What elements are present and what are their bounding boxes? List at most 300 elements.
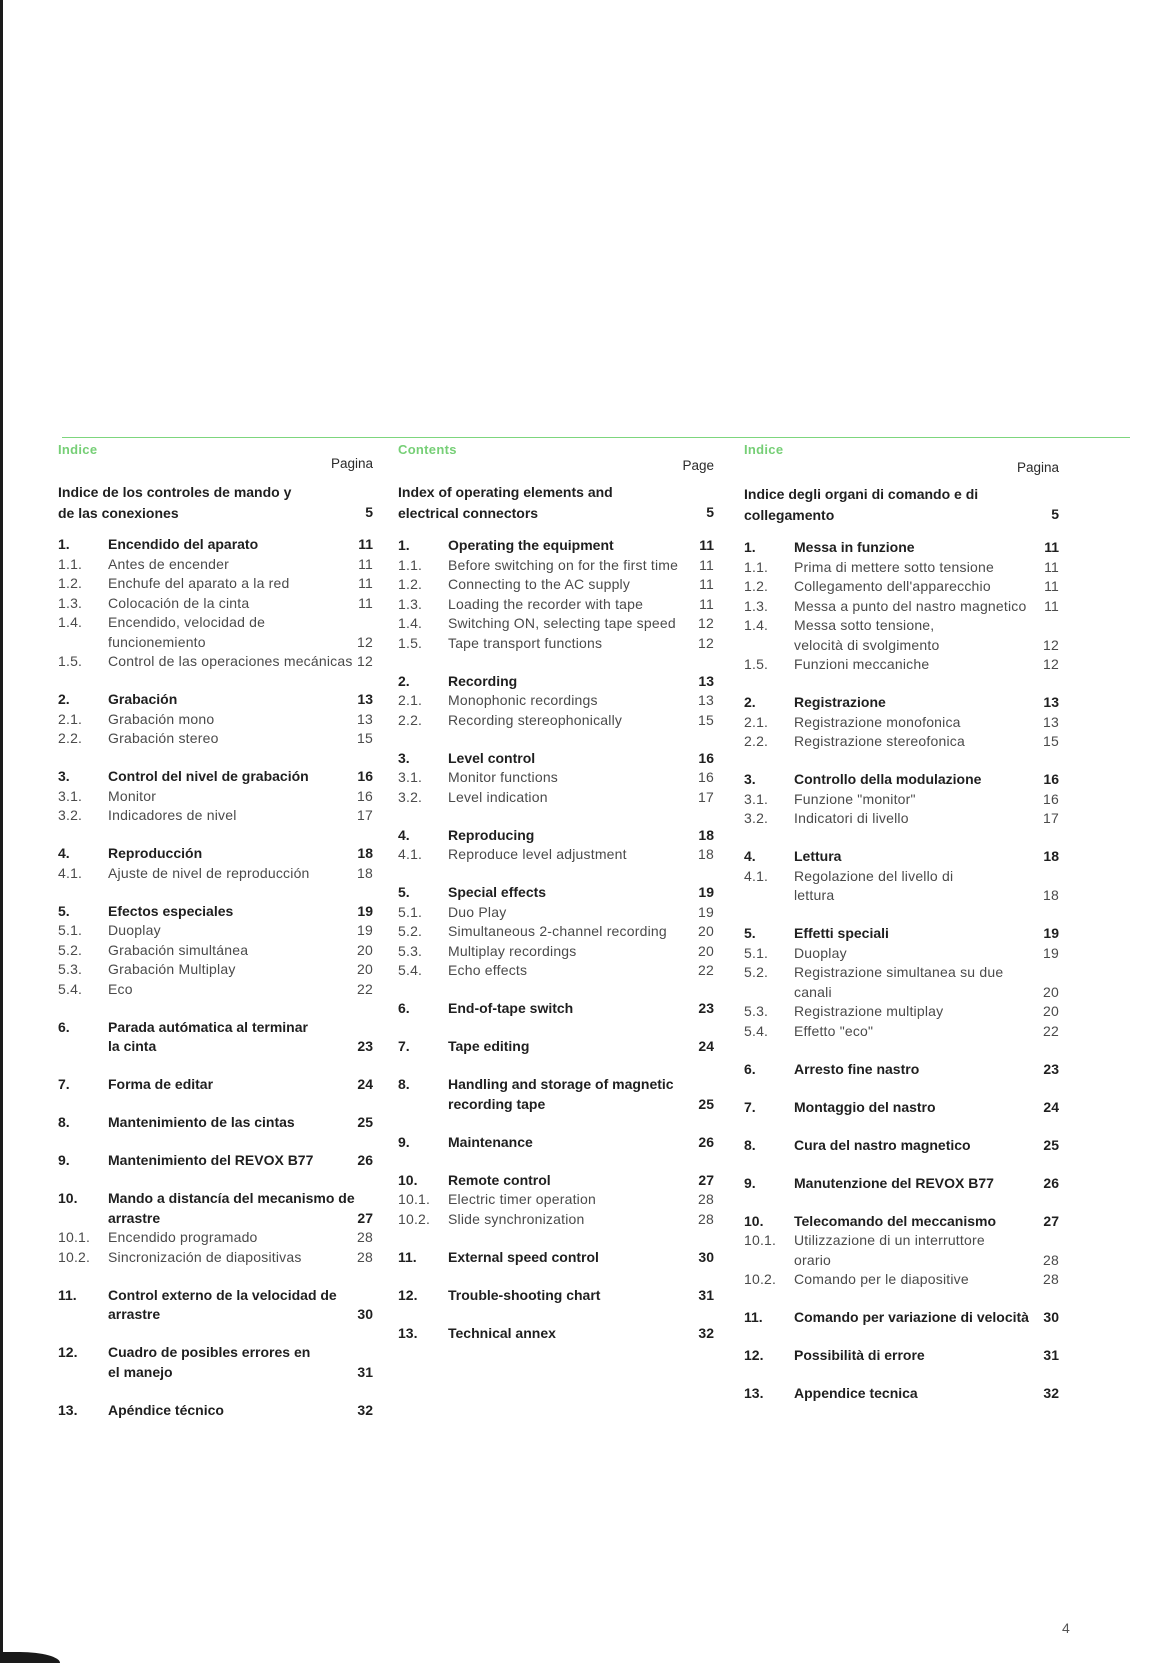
section-number: 1.4. <box>398 615 423 631</box>
section-number: 9. <box>398 1133 410 1150</box>
section-title: Special effects <box>448 884 547 900</box>
section-title: Eco <box>108 980 133 997</box>
section-number: 12. <box>58 1344 78 1360</box>
section-page: 20 <box>1043 1003 1059 1019</box>
section-title: Encendido programado <box>108 1229 258 1245</box>
section-page: 23 <box>698 1000 714 1016</box>
section-title: Control externo de la velocidad de <box>108 1286 337 1303</box>
section-page: 20 <box>698 942 714 959</box>
column-spanish <box>58 442 373 1418</box>
section-page: 13 <box>357 710 373 727</box>
section-heading <box>398 1323 714 1343</box>
section-title: Regolazione del livello di <box>794 867 954 884</box>
section-title: recording tape <box>448 1095 546 1112</box>
subsection-entry <box>744 789 1059 809</box>
entry-continuation <box>744 885 1059 905</box>
section-page: 25 <box>357 1114 373 1130</box>
section-page: 25 <box>698 1095 714 1112</box>
section-number: 2.1. <box>744 713 769 730</box>
section-heading <box>398 825 714 845</box>
entry-continuation <box>744 982 1059 1002</box>
section-title: Level control <box>448 749 536 766</box>
section-title: Effetti speciali <box>794 925 889 941</box>
subsection-entry <box>58 612 373 632</box>
section-page: 28 <box>1043 1271 1059 1287</box>
header-rule <box>62 437 1130 438</box>
section-number: 1. <box>744 539 756 555</box>
section-title: Electric timer operation <box>448 1191 596 1207</box>
section-page: 28 <box>357 1248 373 1265</box>
page-column-label: Pagina <box>330 456 373 471</box>
section-number: 5.4. <box>744 1022 769 1039</box>
section-page: 18 <box>1043 887 1059 903</box>
section-heading <box>58 766 373 786</box>
section-page: 30 <box>1043 1309 1059 1325</box>
subsection-entry <box>744 1269 1059 1289</box>
section-heading <box>398 671 714 691</box>
section-number: 5.1. <box>744 944 769 961</box>
section-page: 18 <box>698 826 714 843</box>
section-title: Control de las operaciones mecánicas <box>108 653 353 669</box>
section-title: Appendice tecnica <box>794 1385 918 1401</box>
section-number: 11. <box>58 1286 77 1303</box>
section-title: Trouble-shooting chart <box>448 1286 601 1303</box>
subsection-entry <box>58 593 373 613</box>
section-title: Grabación Multiplay <box>108 961 236 977</box>
section-page: 12 <box>357 653 373 669</box>
section-page: 28 <box>1043 1251 1059 1268</box>
subsection-entry <box>58 651 373 671</box>
section-number: 2.2. <box>58 730 83 746</box>
section-number: 2. <box>58 691 70 707</box>
section-title: Parada autómatica al terminar <box>108 1018 308 1035</box>
section-page: 15 <box>357 730 373 746</box>
section-title: Grabación <box>108 691 178 707</box>
section-number: 5.4. <box>58 980 83 997</box>
section-number: 5.2. <box>744 964 769 980</box>
section-page: 30 <box>357 1306 373 1322</box>
section-page: 16 <box>1043 790 1059 807</box>
subsection-entry <box>398 787 714 807</box>
section-title: Simultaneous 2-channel recording <box>448 923 667 939</box>
section-page: 18 <box>357 864 373 881</box>
section-page: 31 <box>698 1286 714 1303</box>
section-page: 19 <box>698 903 714 920</box>
section-title: Collegamento dell'apparecchio <box>794 578 991 594</box>
subsection-entry <box>58 709 373 729</box>
subsection-entry <box>58 728 373 748</box>
subsection-entry <box>398 555 714 575</box>
section-title: Arresto fine nastro <box>794 1060 920 1077</box>
section-number: 7. <box>58 1076 70 1092</box>
section-title: el manejo <box>108 1363 173 1380</box>
section-heading <box>58 1074 373 1094</box>
section-page: 27 <box>698 1171 714 1188</box>
section-page: 26 <box>1043 1174 1059 1191</box>
section-number: 3.1. <box>398 769 423 785</box>
section-title: Connecting to the AC supply <box>448 576 631 592</box>
section-number: 3. <box>58 768 70 784</box>
section-title: Mantenimiento de las cintas <box>108 1114 295 1130</box>
section-page: 31 <box>1043 1347 1059 1363</box>
intro-page: 5 <box>365 503 373 520</box>
section-page: 19 <box>357 922 373 938</box>
section-title: Registrazione monofonica <box>794 713 961 730</box>
section-heading <box>744 1135 1059 1155</box>
section-title: Maintenance <box>448 1133 533 1150</box>
section-title: Prima di mettere sotto tensione <box>794 558 994 575</box>
section-heading <box>58 901 373 921</box>
section-page: 15 <box>1043 733 1059 749</box>
section-heading <box>744 1307 1059 1327</box>
intro-line: Indice de los controles de mando y <box>58 484 292 500</box>
section-title: Manutenzione del REVOX B77 <box>794 1174 994 1191</box>
section-number: 3.1. <box>744 790 769 807</box>
section-title: External speed control <box>448 1248 599 1265</box>
section-title: Reproduce level adjustment <box>448 846 627 862</box>
section-title: Monitor functions <box>448 769 559 785</box>
section-title: Reproducing <box>448 826 535 843</box>
section-number: 1.5. <box>398 634 423 651</box>
subsection-entry <box>744 808 1059 828</box>
subsection-entry <box>744 654 1059 674</box>
scan-edge-left <box>0 0 3 1663</box>
section-number: 9. <box>744 1174 756 1191</box>
section-title: canali <box>794 983 832 1000</box>
section-number: 5. <box>744 925 756 941</box>
section-page: 11 <box>358 536 373 552</box>
subsection-entry <box>58 940 373 960</box>
subsection-entry <box>398 633 714 653</box>
section-title: Apéndice técnico <box>108 1401 224 1418</box>
subsection-entry <box>58 554 373 574</box>
section-number: 3. <box>398 749 410 766</box>
section-page: 13 <box>1043 694 1059 710</box>
intro-line: electrical connectors <box>398 504 539 521</box>
subsection-entry <box>398 767 714 787</box>
intro-line: Index of operating elements and <box>398 484 613 500</box>
section-heading <box>744 1173 1059 1193</box>
section-title: Monophonic recordings <box>448 692 598 708</box>
section-page: 27 <box>1043 1212 1059 1229</box>
section-number: 3.2. <box>398 788 423 805</box>
subsection-entry <box>58 805 373 825</box>
section-title: Registrazione stereofonica <box>794 733 965 749</box>
entry-continuation <box>58 1362 373 1382</box>
section-heading <box>398 1170 714 1190</box>
page-column-label: Pagina <box>1016 460 1059 475</box>
section-page: 17 <box>698 788 714 805</box>
section-title: Comando per le diapositive <box>794 1271 969 1287</box>
page-column-label: Page <box>682 458 714 473</box>
section-title: arrastre <box>108 1209 161 1226</box>
section-page: 16 <box>1043 771 1059 787</box>
section-heading <box>744 692 1059 712</box>
subsection-entry <box>744 1001 1059 1021</box>
section-number: 10.2. <box>398 1210 431 1227</box>
section-title: Possibilità di errore <box>794 1347 925 1363</box>
intro-line: Indice degli organi di comando e di <box>744 486 979 502</box>
intro-line: de las conexiones <box>58 504 179 521</box>
intro-entry <box>398 482 714 523</box>
section-heading <box>744 769 1059 789</box>
subsection-entry <box>398 690 714 710</box>
section-number: 3.1. <box>58 787 83 804</box>
section-heading <box>58 1112 373 1132</box>
column-english <box>398 442 714 1341</box>
section-heading <box>398 1074 714 1094</box>
section-page: 13 <box>698 692 714 708</box>
section-page: 11 <box>699 576 714 592</box>
subsection-entry <box>744 731 1059 751</box>
section-title: Level indication <box>448 788 548 805</box>
subsection-entry <box>744 615 1059 635</box>
section-title: arrastre <box>108 1306 161 1322</box>
section-page: 11 <box>358 594 373 611</box>
section-heading <box>398 1285 714 1305</box>
section-page: 25 <box>1043 1136 1059 1153</box>
section-number: 10. <box>58 1190 78 1206</box>
section-number: 1.1. <box>58 555 83 572</box>
section-title: Messa a punto del nastro magnetico <box>794 597 1027 614</box>
section-number: 3.2. <box>58 807 83 823</box>
subsection-entry <box>744 1021 1059 1041</box>
subsection-entry <box>398 710 714 730</box>
section-title: Encendido del aparato <box>108 536 259 552</box>
section-page: 12 <box>698 615 714 631</box>
section-title: Operating the equipment <box>448 537 614 553</box>
section-number: 3. <box>744 771 756 787</box>
entry-continuation <box>398 1094 714 1114</box>
section-page: 19 <box>357 902 373 919</box>
section-title: Tape editing <box>448 1038 530 1054</box>
section-title: Tape transport functions <box>448 634 603 651</box>
section-page: 22 <box>1043 1022 1059 1039</box>
section-title: Effetto "eco" <box>794 1022 874 1039</box>
section-title: velocità di svolgimento <box>794 636 940 653</box>
section-page: 16 <box>698 749 714 766</box>
section-title: Echo effects <box>448 962 528 978</box>
section-page: 18 <box>698 846 714 862</box>
section-title: funcionemiento <box>108 633 206 650</box>
subsection-entry <box>58 786 373 806</box>
section-page: 30 <box>698 1248 714 1265</box>
section-title: Messa sotto tensione, <box>794 617 935 633</box>
section-number: 8. <box>744 1136 756 1153</box>
entry-continuation <box>744 635 1059 655</box>
section-number: 1.5. <box>58 653 83 669</box>
section-heading <box>58 1150 373 1170</box>
section-number: 10.1. <box>58 1229 91 1245</box>
section-heading <box>744 923 1059 943</box>
section-title: lettura <box>794 887 835 903</box>
section-page: 24 <box>698 1038 714 1054</box>
section-title: Utilizzazione di un interruttore <box>794 1232 985 1248</box>
section-page: 19 <box>1043 925 1059 941</box>
subsection-entry <box>744 962 1059 982</box>
section-number: 6. <box>58 1018 70 1035</box>
section-title: Montaggio del nastro <box>794 1098 936 1115</box>
section-title: Cuadro de posibles errores en <box>108 1344 311 1360</box>
subsection-entry <box>398 574 714 594</box>
section-number: 4. <box>58 845 70 861</box>
section-number: 4.1. <box>58 864 83 881</box>
section-page: 23 <box>357 1038 373 1054</box>
section-number: 1.5. <box>744 656 769 672</box>
section-number: 1.3. <box>744 597 769 614</box>
intro-line: collegamento <box>744 506 835 523</box>
section-title: Handling and storage of magnetic <box>448 1076 674 1092</box>
section-number: 4. <box>744 848 756 864</box>
section-title: Recording <box>448 672 518 689</box>
section-number: 8. <box>398 1076 410 1092</box>
section-title: Multiplay recordings <box>448 942 577 959</box>
subsection-entry <box>58 1227 373 1247</box>
section-heading <box>58 689 373 709</box>
section-title: Cura del nastro magnetico <box>794 1136 971 1153</box>
section-number: 2. <box>744 694 756 710</box>
section-page: 28 <box>698 1191 714 1207</box>
section-title: Colocación de la cinta <box>108 594 250 611</box>
subsection-entry <box>58 573 373 593</box>
subsection-entry <box>398 960 714 980</box>
section-title: Funzioni meccaniche <box>794 656 930 672</box>
section-title: Monitor <box>108 787 157 804</box>
section-title: Loading the recorder with tape <box>448 595 644 612</box>
section-title: Registrazione multiplay <box>794 1003 944 1019</box>
section-number: 12. <box>744 1347 764 1363</box>
section-number: 1.3. <box>398 595 423 612</box>
section-page: 15 <box>698 711 714 728</box>
section-title: Duo Play <box>448 903 507 920</box>
section-title: Technical annex <box>448 1324 556 1341</box>
section-title: Remote control <box>448 1171 551 1188</box>
intro-entry <box>58 482 373 523</box>
section-page: 16 <box>357 768 373 784</box>
page-number: 4 <box>1062 1620 1070 1636</box>
section-number: 1.4. <box>744 617 769 633</box>
subsection-entry <box>58 959 373 979</box>
subsection-entry <box>398 844 714 864</box>
column-italian <box>744 442 1059 1401</box>
section-number: 12. <box>398 1286 418 1303</box>
section-number: 2.2. <box>744 733 769 749</box>
section-number: 4. <box>398 826 410 843</box>
subsection-entry <box>398 594 714 614</box>
section-number: 2.1. <box>398 692 423 708</box>
section-heading <box>398 1247 714 1267</box>
section-number: 4.1. <box>744 867 769 884</box>
section-number: 5.4. <box>398 962 423 978</box>
section-page: 12 <box>357 633 373 650</box>
section-title: Duoplay <box>108 922 161 938</box>
subsection-entry <box>398 941 714 961</box>
section-number: 1. <box>58 536 70 552</box>
section-number: 2.2. <box>398 711 423 728</box>
section-page: 11 <box>1044 558 1059 575</box>
section-heading <box>398 998 714 1018</box>
section-page: 11 <box>1044 597 1059 614</box>
column-heading: Contents <box>398 442 457 457</box>
section-page: 13 <box>698 672 714 689</box>
section-number: 10.2. <box>58 1248 91 1265</box>
section-page: 13 <box>357 691 373 707</box>
intro-page: 5 <box>706 503 714 520</box>
section-page: 20 <box>357 961 373 977</box>
section-title: Antes de encender <box>108 555 229 572</box>
section-title: Recording stereophonically <box>448 711 623 728</box>
section-title: Control del nivel de grabación <box>108 768 309 784</box>
section-number: 4.1. <box>398 846 423 862</box>
entry-continuation <box>58 632 373 652</box>
subsection-entry <box>398 613 714 633</box>
section-page: 32 <box>698 1324 714 1341</box>
section-page: 20 <box>357 941 373 958</box>
section-number: 5.3. <box>398 942 423 959</box>
section-title: Lettura <box>794 848 842 864</box>
section-heading <box>744 1211 1059 1231</box>
section-number: 5.2. <box>398 923 423 939</box>
section-title: Ajuste de nivel de reproducción <box>108 864 310 881</box>
section-heading <box>58 1342 373 1362</box>
section-page: 22 <box>357 980 373 997</box>
section-page: 12 <box>1043 656 1059 672</box>
column-heading: Indice <box>58 442 98 457</box>
section-page: 17 <box>357 807 373 823</box>
section-title: Enchufe del aparato a la red <box>108 575 290 591</box>
section-page: 28 <box>357 1229 373 1245</box>
section-number: 10.2. <box>744 1271 777 1287</box>
entry-continuation <box>58 1036 373 1056</box>
section-page: 28 <box>698 1210 714 1227</box>
section-heading <box>398 535 714 555</box>
section-page: 26 <box>698 1133 714 1150</box>
section-page: 18 <box>1043 848 1059 864</box>
section-number: 2. <box>398 672 410 689</box>
section-number: 10.1. <box>744 1232 777 1248</box>
section-page: 16 <box>357 787 373 804</box>
section-number: 5.3. <box>58 961 83 977</box>
section-heading <box>398 1036 714 1056</box>
section-number: 13. <box>398 1324 418 1341</box>
section-page: 23 <box>1043 1060 1059 1077</box>
section-heading <box>744 1059 1059 1079</box>
section-heading <box>58 1017 373 1037</box>
subsection-entry <box>398 902 714 922</box>
section-page: 19 <box>1043 944 1059 961</box>
section-title: Forma de editar <box>108 1076 214 1092</box>
section-page: 11 <box>1044 539 1059 555</box>
section-title: Switching ON, selecting tape speed <box>448 615 676 631</box>
subsection-entry <box>744 712 1059 732</box>
section-title: Registrazione simultanea su due <box>794 964 1004 980</box>
section-page: 32 <box>357 1401 373 1418</box>
section-number: 1.2. <box>58 575 83 591</box>
section-number: 3.2. <box>744 810 769 826</box>
section-number: 1.2. <box>744 578 769 594</box>
section-page: 11 <box>1044 578 1059 594</box>
section-number: 1. <box>398 537 410 553</box>
section-page: 32 <box>1043 1385 1059 1401</box>
section-page: 13 <box>1043 713 1059 730</box>
subsection-entry <box>58 920 373 940</box>
section-title: Reproducción <box>108 845 203 861</box>
section-title: Encendido, velocidad de <box>108 614 266 630</box>
section-page: 17 <box>1043 810 1059 826</box>
section-number: 5.3. <box>744 1003 769 1019</box>
section-number: 6. <box>398 1000 410 1016</box>
section-number: 2.1. <box>58 710 83 727</box>
